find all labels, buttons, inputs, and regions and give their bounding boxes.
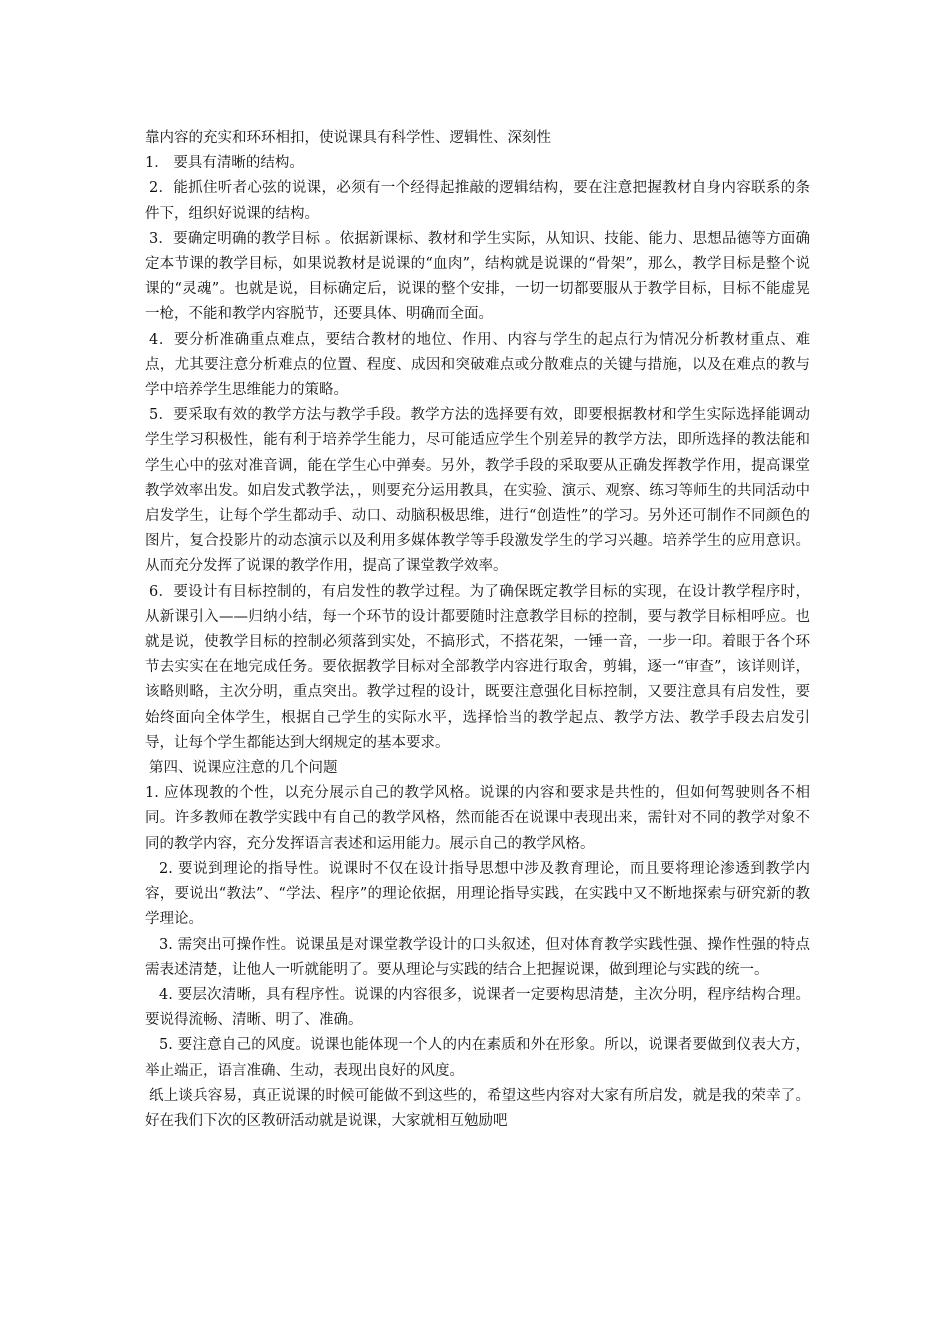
paragraph-item-4: 4．要分析准确重点难点，要结合教材的地位、作用、内容与学生的起点行为情况分析教材重点、难点，尤其要注意分析难点的位置、程度、成因和突破难点或分散难点的关键与措施，以及在难点的教与学中培养学生思维能力的策略。: [145, 331, 810, 399]
paragraph-intro: 靠内容的充实和环环相扣，使说课具有科学性、逻辑性、深刻性: [145, 130, 551, 146]
paragraph-item-1-heading: 1． 要具有清晰的结构。: [145, 155, 304, 172]
paragraph-note-5: 5. 要注意自己的风度。说课也能体现一个人的内在素质和外在形象。所以，说课者要做到仪表大方，举止端正，语言准确、生动，表现出良好的风度。: [145, 1037, 810, 1079]
paragraph-note-1: 1. 应体现教的个性，以充分展示自己的教学风格。说课的内容和要求是共性的，但如何驾驶则各不相同。许多教师在教学实践中有自己的教学风格，然而能否在说课中表现出来，需针对不同的教学对象不同的教学内容，充分发挥语言表述和运用能力。展示自己的教学风格。: [145, 785, 810, 852]
section-heading-four: 第四、说课应注意的几个问题: [149, 760, 338, 777]
paragraph-item-5: 5．要采取有效的教学方法与教学手段。教学方法的选择要有效，即要根据教材和学生实际选择能调动学生学习积极性，能有利于培养学生能力，尽可能适应学生个别差异的教学方法，即所选择的教法能和学生心中的弦对准音调，能在学生心中弹奏。另外，教学手段的采取要从正确发挥教学作用，提高课堂教学效率出发。如启发式教学法，，则要充分运用教具，在实验、演示、观察、练习等师生的共同活动中启发学生，让每个学生都动手、动口、动脑积极思维，进行“创造性”的学习。另外还可制作不同颜色的图片，复合投影片的动态演示以及利用多媒体教学等手段激发学生的学习兴趣。培养学生的应用意识。从而充分发挥了说课的教学作用，提高了课堂教学效率。: [145, 407, 810, 575]
paragraph-item-3: 3．要确定明确的教学目标 。依据新课标、教材和学生实际，从知识、技能、能力、思想品德等方面确定本节课的教学目标，如果说教材是说课的“血肉”，结构就是说课的“骨架”，那么，教学目标是整个说课的“灵魂”。也就是说，目标确定后，说课的整个安排，一切一切都要服从于教学目标，目标不能虚晃一枪，不能和教学内容脱节，还要具体、明确而全面。: [145, 230, 810, 323]
paragraph-note-4: 4. 要层次清晰，具有程序性。说课的内容很多，说课者一定要构思清楚，主次分明，程序结构合理。要说得流畅、清晰、明了、准确。: [145, 986, 810, 1029]
paragraph-item-2: 2．能抓住听者心弦的说课，必须有一个经得起推敲的逻辑结构，要在注意把握教材自身内容联系的条件下，组织好说课的结构。: [145, 180, 810, 222]
document-page: [145, 126, 810, 1134]
paragraph-note-2: 2. 要说到理论的指导性。说课时不仅在设计指导思想中涉及教育理论，而且要将理论渗透到教学内容，要说出“教法”、“学法、程序”的理论依据，用理论指导实践，在实践中又不断地探索与研究新的教学理论。: [145, 860, 810, 928]
paragraph-note-3: 3. 需突出可操作性。说课虽是对课堂教学设计的口头叙述，但对体育教学实践性强、操作性强的特点需表述清楚，让他人一听就能明了。要从理论与实践的结合上把握说课，做到理论与实践的统一。: [145, 936, 810, 978]
paragraph-closing: 纸上谈兵容易，真正说课的时候可能做不到这些的，希望这些内容对大家有所启发，就是我的荣幸了。好在我们下次的区教研活动就是说课，大家就相互勉励吧: [145, 1087, 810, 1129]
paragraph-item-6: 6．要设计有目标控制的，有启发性的教学过程。为了确保既定教学目标的实现，在设计教学程序时，从新课引入——归纳小结，每一个环节的设计都要随时注意教学目标的控制，要与教学目标相呼应。也就是说，使教学目标的控制必须落到实处，不搞形式，不搭花架，一锤一音，一步一印。着眼于各个环节去实实在在地完成任务。要依据教学目标对全部教学内容进行取舍，剪辑，逐一“审查”，该详则详，该略则略，主次分明，重点突出。教学过程的设计，既要注意强化目标控制，又要注意具有启发性，要始终面向全体学生，根据自己学生的实际水平，选择恰当的教学起点、教学方法、教学手段去启发引导，让每个学生都能达到大纲规定的基本要求。: [145, 583, 810, 751]
